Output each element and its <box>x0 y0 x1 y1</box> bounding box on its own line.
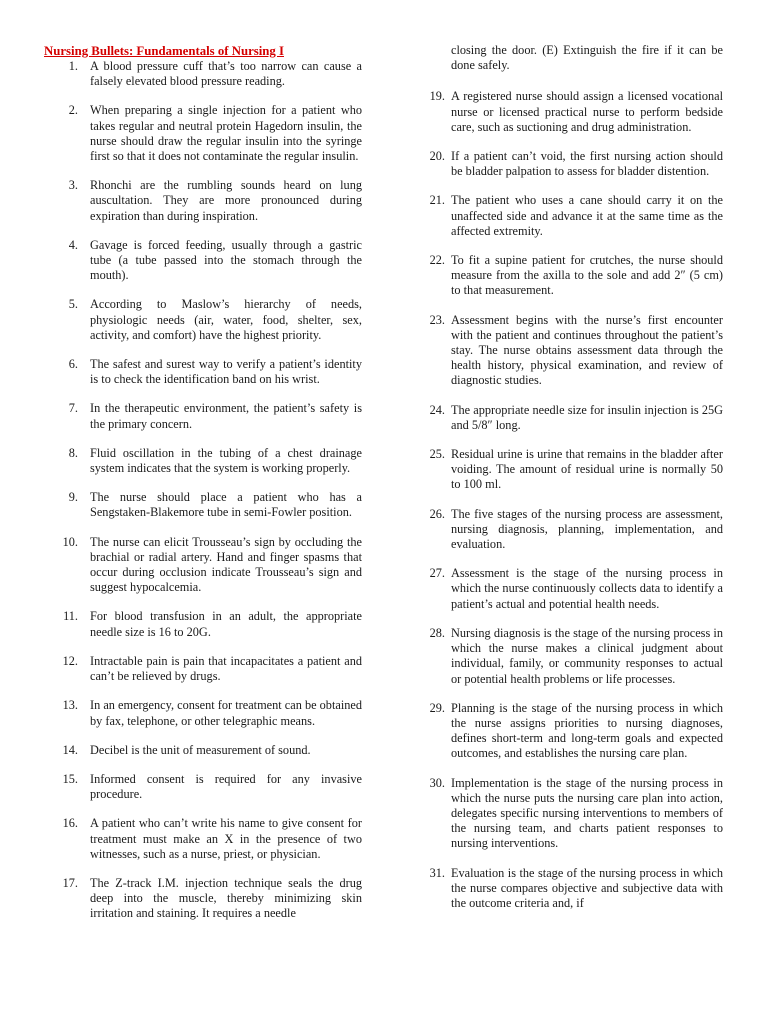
item-number: 7. <box>68 401 78 416</box>
item-number: 12. <box>62 653 78 668</box>
bullet-list-left <box>44 59 362 922</box>
list-item <box>420 776 723 852</box>
list-item <box>44 743 362 758</box>
item-number: 25. <box>429 447 445 462</box>
list-item <box>420 313 723 389</box>
item-text: Planning is the stage of the nursing process in which the nurse assigns priorities to nursing diagnoses, defines short-term and long-term goals and expected outcomes, and establishes the nursing care plan. <box>451 700 723 761</box>
item-text: Decibel is the unit of measurement of sound. <box>90 742 311 757</box>
list-item <box>44 654 362 684</box>
item-text: The nurse should place a patient who has a Sengstaken-Blakemore tube in semi-Fowler position. <box>90 490 362 520</box>
item-number: 16. <box>62 816 78 831</box>
item-text: To fit a supine patient for crutches, the nurse should measure from the axilla to the sole and add 2″ (5 cm) to that measurement. <box>451 253 723 298</box>
document-title: Nursing Bullets: Fundamentals of Nursing I <box>44 44 284 58</box>
item-text: Rhonchi are the rumbling sounds heard on lung auscultation. They are more pronounced during expiration than during inspiration. <box>90 178 362 223</box>
item-text: A blood pressure cuff that’s too narrow can cause a falsely elevated blood pressure reading. <box>90 59 362 89</box>
list-item <box>44 178 362 224</box>
item-text: For blood transfusion in an adult, the appropriate needle size is 16 to 20G. <box>90 609 362 639</box>
bullet-list-right <box>420 43 723 911</box>
item-text: The Z-track I.M. injection technique seals the drug deep into the muscle, thereby minimizing skin irritation and staining. It requires a needle <box>90 875 362 921</box>
item-number: 26. <box>429 506 445 521</box>
item-text: The patient who uses a cane should carry it on the unaffected side and advance it at the same time as the affected extremity. <box>451 193 723 238</box>
item-text: Gavage is forced feeding, usually through a gastric tube (a tube passed into the stomach through the mouth). <box>90 237 362 283</box>
item-text: If a patient can’t void, the first nursing action should be bladder palpation to assess for bladder distention. <box>451 149 723 179</box>
item-number: 24. <box>429 402 445 417</box>
list-item <box>44 876 362 922</box>
item-text: Assessment is the stage of the nursing process in which the nurse continuously collects data to identify a patient’s actual and potential health needs. <box>451 566 723 611</box>
item-text: When preparing a single injection for a patient who takes regular and neutral protein Hagedorn insulin, the nurse should draw the regular insulin into the syringe first so that it does not contaminate the regular insulin. <box>90 103 362 164</box>
item-text: The five stages of the nursing process are assessment, nursing diagnosis, planning, implementation, and evaluation. <box>451 506 723 552</box>
item-number: 1. <box>68 59 78 73</box>
list-item <box>420 566 723 612</box>
list-item <box>420 149 723 179</box>
item-number: 30. <box>429 775 445 790</box>
list-item <box>420 507 723 553</box>
item-text: Evaluation is the stage of the nursing process in which the nurse compares objective and subjective data with the outcome criteria and, if <box>451 865 723 910</box>
item-number: 4. <box>68 237 78 252</box>
item-text: The appropriate needle size for insulin injection is 25G and 5/8″ long. <box>451 402 723 432</box>
list-item <box>420 447 723 493</box>
item-text: According to Maslow’s hierarchy of needs, physiologic needs (air, water, food, shelter, sex, activity, and comfort) have the highest priority. <box>90 297 362 342</box>
list-item <box>420 193 723 239</box>
item-number: 20. <box>429 149 445 164</box>
item-number: 6. <box>68 357 78 372</box>
list-item-continuation <box>420 43 723 73</box>
item-number: 11. <box>63 609 78 624</box>
list-item <box>420 626 723 687</box>
list-item <box>44 816 362 862</box>
item-text: Informed consent is required for any invasive procedure. <box>90 771 362 802</box>
list-item <box>420 866 723 912</box>
item-text: Intractable pain is pain that incapacitates a patient and can’t be relieved by drugs. <box>90 653 362 684</box>
item-number: 2. <box>68 103 78 118</box>
list-item <box>420 89 723 135</box>
item-number: 14. <box>62 742 78 757</box>
item-text: A patient who can’t write his name to give consent for treatment must make an X in the presence of two witnesses, such as a nurse, priest, or physician. <box>90 816 362 861</box>
list-item <box>44 535 362 596</box>
item-text: In the therapeutic environment, the patient’s safety is the primary concern. <box>90 401 362 431</box>
item-text: Residual urine is urine that remains in the bladder after voiding. The amount of residual urine is normally 50 to 100 ml. <box>451 447 723 492</box>
list-item <box>44 297 362 343</box>
list-item <box>44 772 362 802</box>
item-text: The safest and surest way to verify a patient’s identity is to check the identification band on his wrist. <box>90 357 362 387</box>
item-number: 27. <box>429 566 445 581</box>
list-item <box>44 103 362 164</box>
item-number: 19. <box>429 89 445 104</box>
item-number: 31. <box>429 865 445 880</box>
item-number: 21. <box>429 193 445 208</box>
item-number: 29. <box>429 700 445 715</box>
left-column <box>44 43 362 922</box>
item-text: Fluid oscillation in the tubing of a chest drainage system indicates that the system is working properly. <box>90 445 362 476</box>
item-text: In an emergency, consent for treatment can be obtained by fax, telephone, or other telegraphic means. <box>90 698 362 728</box>
item-number: 22. <box>429 253 445 268</box>
item-number: 10. <box>62 534 78 549</box>
item-number: 9. <box>68 490 78 505</box>
right-column <box>420 43 723 925</box>
item-number: 5. <box>68 297 78 312</box>
item-text: The nurse can elicit Trousseau’s sign by occluding the brachial or radial artery. Hand and finger spasms that occur during occlusion indicate Trousseau’s sign and suggest hypocalcemia. <box>90 534 362 595</box>
item-number: 28. <box>429 625 445 640</box>
list-item <box>44 490 362 520</box>
list-item <box>420 253 723 299</box>
item-number: 15. <box>62 771 78 786</box>
list-item <box>44 357 362 387</box>
list-item <box>420 403 723 433</box>
item-number: 8. <box>68 445 78 460</box>
item-text: Nursing diagnosis is the stage of the nursing process in which the nurse makes a clinical judgment about individual, family, or community responses to actual or potential health problems or life processes. <box>451 625 723 686</box>
item-number: 23. <box>429 312 445 327</box>
list-item <box>44 238 362 284</box>
list-item <box>44 609 362 639</box>
item-number: 3. <box>68 178 78 193</box>
item-text: A registered nurse should assign a licensed vocational nurse or licensed practical nurse to perform bedside care, such as suctioning and drug administration. <box>451 89 723 134</box>
list-item <box>44 59 362 89</box>
list-item <box>44 698 362 728</box>
item-text: Assessment begins with the nurse’s first encounter with the patient and continues throughout the patient’s stay. The nurse obtains assessment data through the health history, physical examination, and review of diagnostic studies. <box>451 312 723 388</box>
item-text: closing the door. (E) Extinguish the fire if it can be done safely. <box>451 43 723 73</box>
item-number: 13. <box>62 698 78 713</box>
list-item <box>44 401 362 431</box>
item-text: Implementation is the stage of the nursing process in which the nurse puts the nursing care plan into action, delegates specific nursing interventions to members of the nursing team, and charts patient responses to nursing interventions. <box>451 775 723 851</box>
list-item <box>44 446 362 476</box>
item-number: 17. <box>62 875 78 890</box>
list-item <box>420 701 723 762</box>
